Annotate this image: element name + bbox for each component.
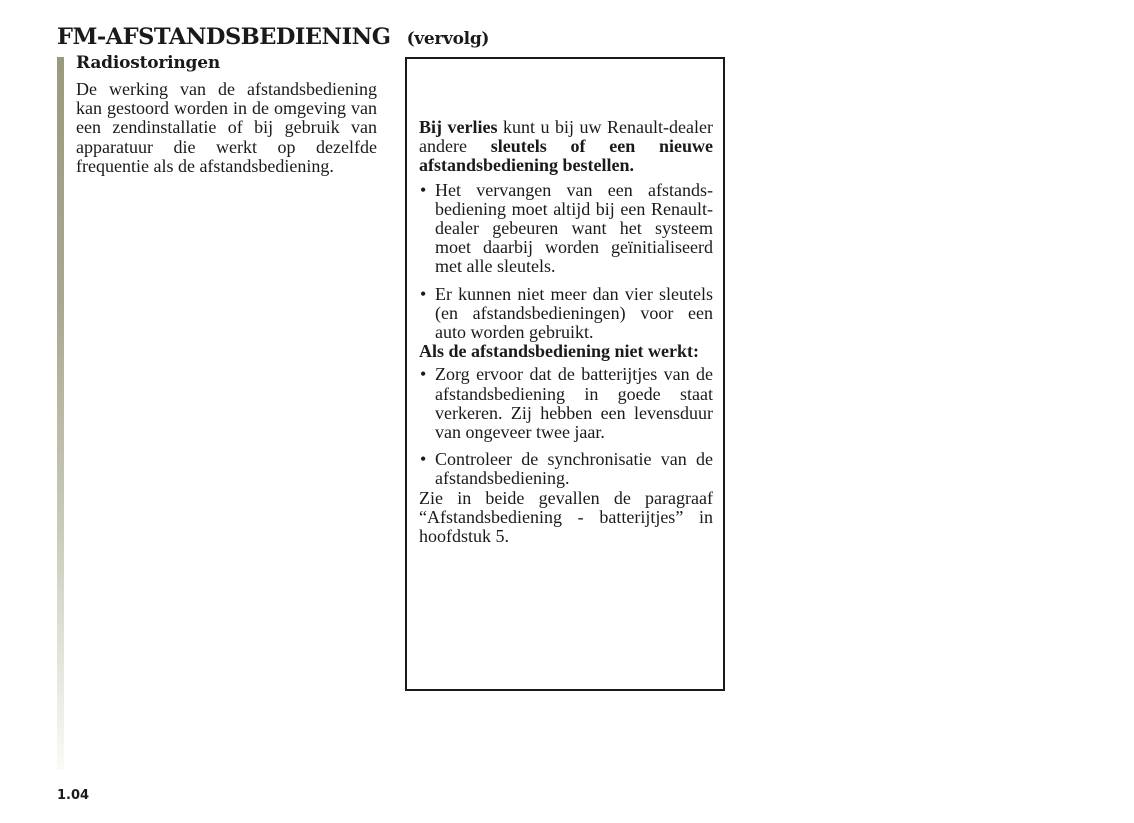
- replacement-bullet-list: [419, 181, 713, 343]
- radio-interference-section: [76, 53, 377, 176]
- loss-text: kunt u bij uw Renault-dealer andere: [419, 117, 713, 157]
- not-working-heading: [419, 342, 713, 361]
- not-working-heading-text: Als de afstandsbediening niet werkt:: [419, 341, 700, 362]
- bullet-text: Er kunnen niet meer dan vier sleutels (en afstandsbedieningen) voor een auto worden gebruikt.: [435, 283, 713, 343]
- list-item: [419, 450, 713, 488]
- loss-paragraph: [419, 118, 713, 176]
- page-title: [57, 14, 489, 52]
- info-box-content: [419, 118, 713, 546]
- loss-bold-lead: Bij verlies: [419, 117, 498, 137]
- bullet-icon: •: [420, 283, 427, 304]
- sidebar-accent-bar: [57, 57, 64, 770]
- list-item: [419, 365, 713, 442]
- troubleshoot-bullet-list: [419, 365, 713, 488]
- loss-bold-tail: sleutels of een nieuwe afstandsbediening bestellen.: [419, 136, 713, 176]
- bullet-text: Controleer de synchronisatie van de afstandsbediening.: [435, 449, 713, 489]
- page-number: 1.04: [57, 788, 90, 803]
- bullet-icon: •: [420, 364, 427, 385]
- section-body: De werking van de afstandsbediening kan gestoord worden in de omgeving van een zendinstallatie of bij gebruik van apparatuur die werkt op dezelfde frequentie als de afstandsbediening.: [76, 79, 377, 176]
- title-subtitle: (vervolg): [406, 29, 490, 49]
- section-heading: Radiostoringen: [76, 53, 221, 73]
- list-item: [419, 285, 713, 343]
- bullet-icon: •: [420, 179, 427, 200]
- info-box: [405, 57, 725, 691]
- bullet-icon: •: [420, 449, 427, 470]
- title-main: FM-AFSTANDSBEDIENING: [57, 24, 391, 50]
- reference-paragraph: Zie in beide gevallen de paragraaf “Afstandsbediening - batterijtjes” in hoofdstuk 5.: [419, 487, 713, 547]
- bullet-text: Het vervangen van een afstandsbediening moet altijd bij een Renault-dealer gebeuren want het systeem moet daarbij worden geïnitialiseerd met alle sleutels.: [435, 179, 713, 277]
- bullet-text: Zorg ervoor dat de batterijtjes van de afstandsbediening in goede staat verkeren. Zij hebben een levensduur van ongeveer twee jaar.: [435, 364, 713, 443]
- list-item: [419, 181, 713, 277]
